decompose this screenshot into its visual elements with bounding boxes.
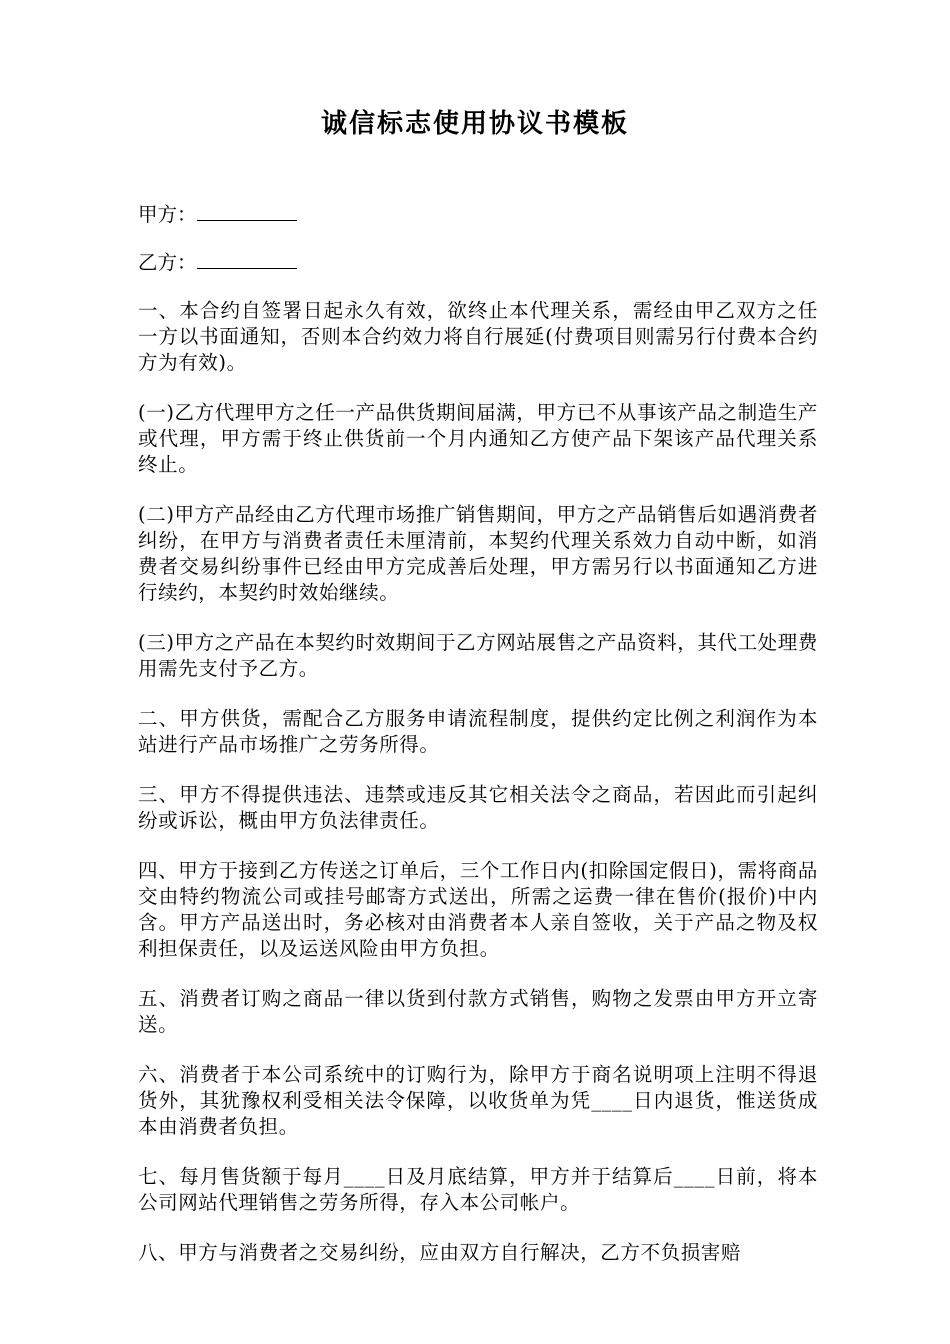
- party-a-line: [138, 200, 818, 226]
- party-a-blank[interactable]: [197, 200, 297, 221]
- clause-1-sub-1: (一)乙方代理甲方之任一产品供货期间届满，甲方已不从事该产品之制造生产或代理，甲方需于终止供货前一个月内通知乙方使产品下架该产品代理关系终止。: [138, 401, 818, 476]
- clause-8: 八、甲方与消费者之交易纠纷，应由双方自行解决，乙方不负损害赔: [138, 1241, 742, 1264]
- party-b-line: [138, 248, 818, 274]
- clause-6: 六、消费者于本公司系统中的订购行为，除甲方于商名说明项上注明不得退货外，其犹豫权利受相关法令保障，以收货单为凭____日内退货，惟送货成本由消费者负担。: [138, 1063, 818, 1138]
- document-body: [138, 200, 818, 1290]
- party-b-label: 乙方：: [138, 251, 197, 274]
- document-title: 诚信标志使用协议书模板: [320, 109, 629, 139]
- party-a-label: 甲方：: [138, 203, 197, 226]
- clause-5: 五、消费者订购之商品一律以货到付款方式销售，购物之发票由甲方开立寄送。: [138, 987, 818, 1036]
- clause-1: 一、本合约自签署日起永久有效，欲终止本代理关系，需经由甲乙双方之任一方以书面通知，否则本合约效力将自行展延(付费项目则需另行付费本合约方为有效)。: [138, 299, 818, 374]
- clause-3: 三、甲方不得提供违法、违禁或违反其它相关法令之商品，若因此而引起纠纷或诉讼，概由甲方负法律责任。: [138, 783, 818, 832]
- clause-1-sub-3: (三)甲方之产品在本契约时效期间于乙方网站展售之产品资料，其代工处理费用需先支付予乙方。: [138, 631, 818, 680]
- clause-4: 四、甲方于接到乙方传送之订单后，三个工作日内(扣除国定假日)，需将商品交由特约物流公司或挂号邮寄方式送出，所需之运费一律在售价(报价)中内含。甲方产品送出时，务必核对由消费者本人亲自签收，关于产品之物及权利担保责任，以及运送风险由甲方负担。: [138, 859, 818, 960]
- clause-1-sub-2: (二)甲方产品经由乙方代理市场推广销售期间，甲方之产品销售后如遇消费者纠纷，在甲方与消费者责任未厘清前，本契约代理关系效力自动中断，如消费者交易纠纷事件已经由甲方完成善后处理，甲方需另行以书面通知乙方进行续约，本契约时效始继续。: [138, 503, 818, 604]
- clause-7: 七、每月售货额于每月____日及月底结算，甲方并于结算后____日前，将本公司网站代理销售之劳务所得，存入本公司帐户。: [138, 1165, 818, 1214]
- party-b-blank[interactable]: [197, 248, 297, 269]
- clause-2: 二、甲方供货，需配合乙方服务申请流程制度，提供约定比例之利润作为本站进行产品市场推广之劳务所得。: [138, 707, 818, 756]
